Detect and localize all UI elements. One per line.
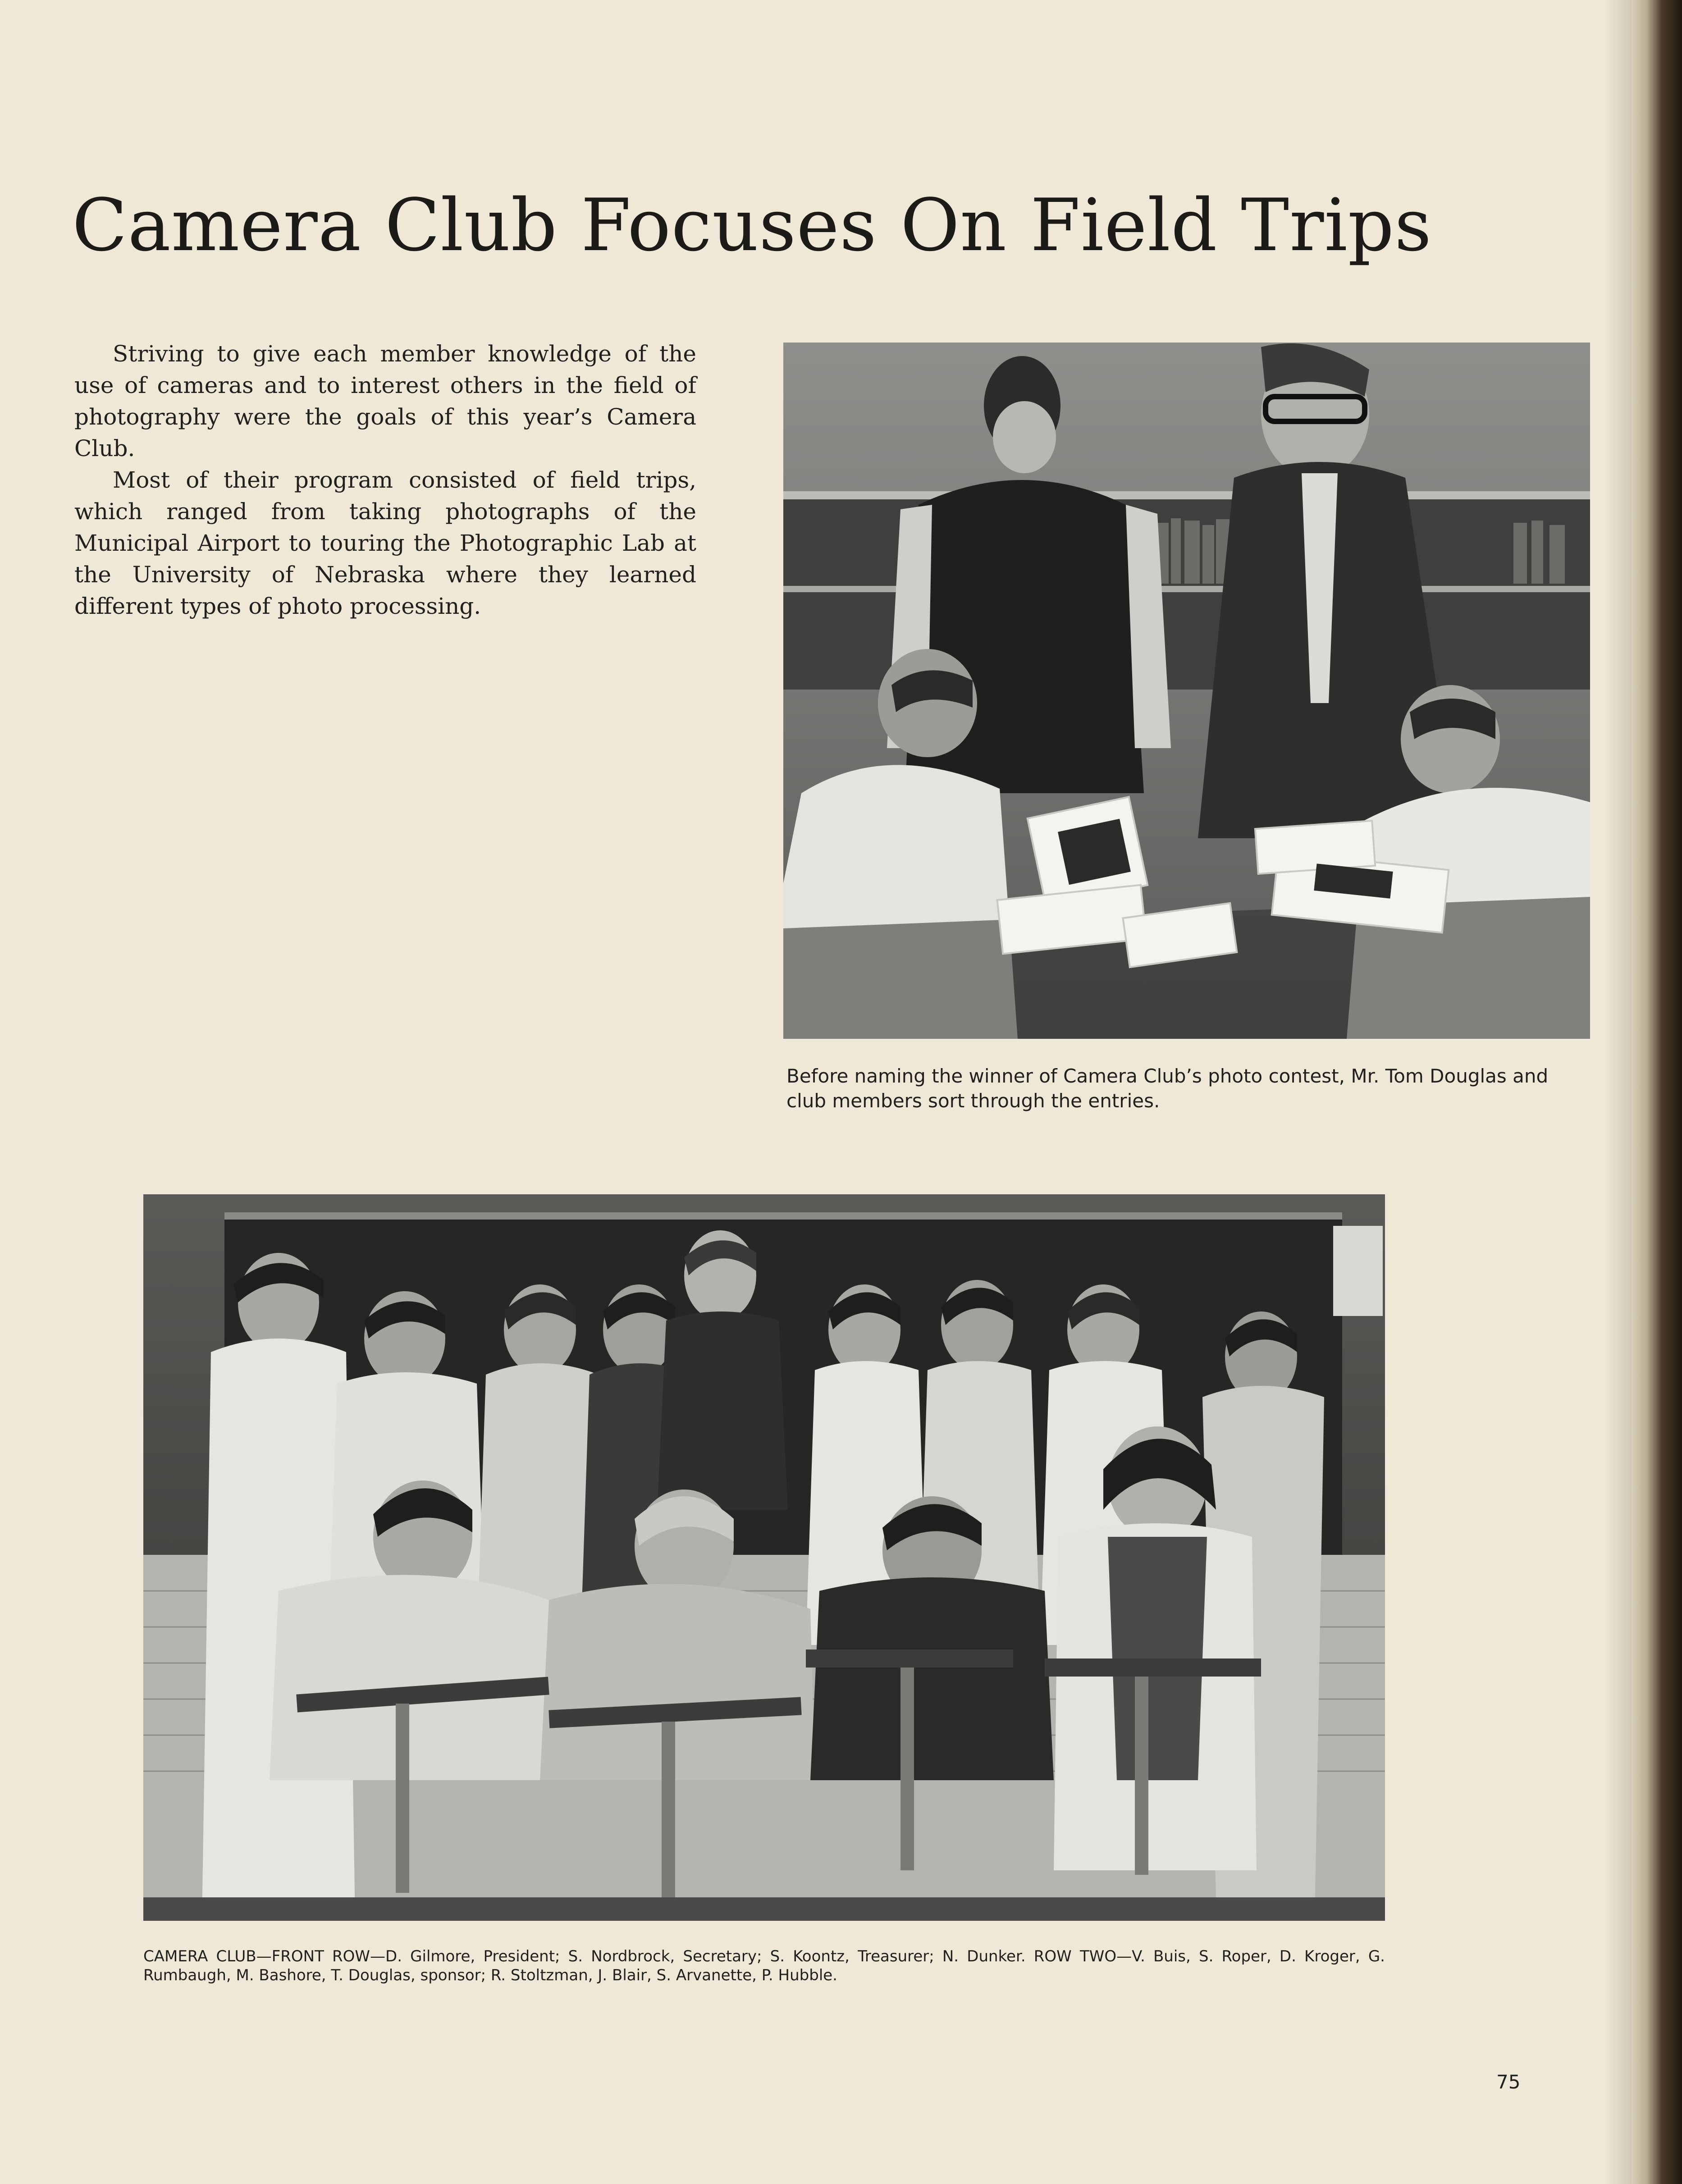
intro-text [74, 338, 696, 622]
club-roster-caption: CAMERA CLUB—FRONT ROW—D. Gilmore, President; S. Nordbrock, Secretary; S. Koontz, Treasurer; N. Dunker. ROW TWO—V. Buis, S. Roper, D. Kroger, G. Rumbaugh, M. Bashore, T. Douglas, sponsor; R. Stoltzman, J. Blair, S. Arvanette, P. Hubble. [143, 1947, 1385, 1984]
intro-paragraph-1: Striving to give each member knowledge of the use of cameras and to interest others in the field of photography were the goals of this year’s Camera Club. [74, 341, 696, 461]
page-number: 75 [1496, 2071, 1521, 2093]
book-binding-edge [1632, 0, 1682, 2184]
photo-contest-photo [783, 343, 1590, 1039]
intro-paragraph-2: Most of their program consisted of field trips, which ranged from taking photographs of the Municipal Airport to touring the Photographic Lab at the University of Nebraska where they learned different types of photo processing. [74, 467, 696, 619]
page-headline: Camera Club Focuses On Field Trips [72, 183, 1432, 267]
photo-contest-caption: Before naming the winner of Camera Club’s photo contest, Mr. Tom Douglas and club members sort through the entries. [786, 1065, 1549, 1112]
page-gutter-shadow [1604, 0, 1632, 2184]
club-group-photo [143, 1194, 1385, 1921]
